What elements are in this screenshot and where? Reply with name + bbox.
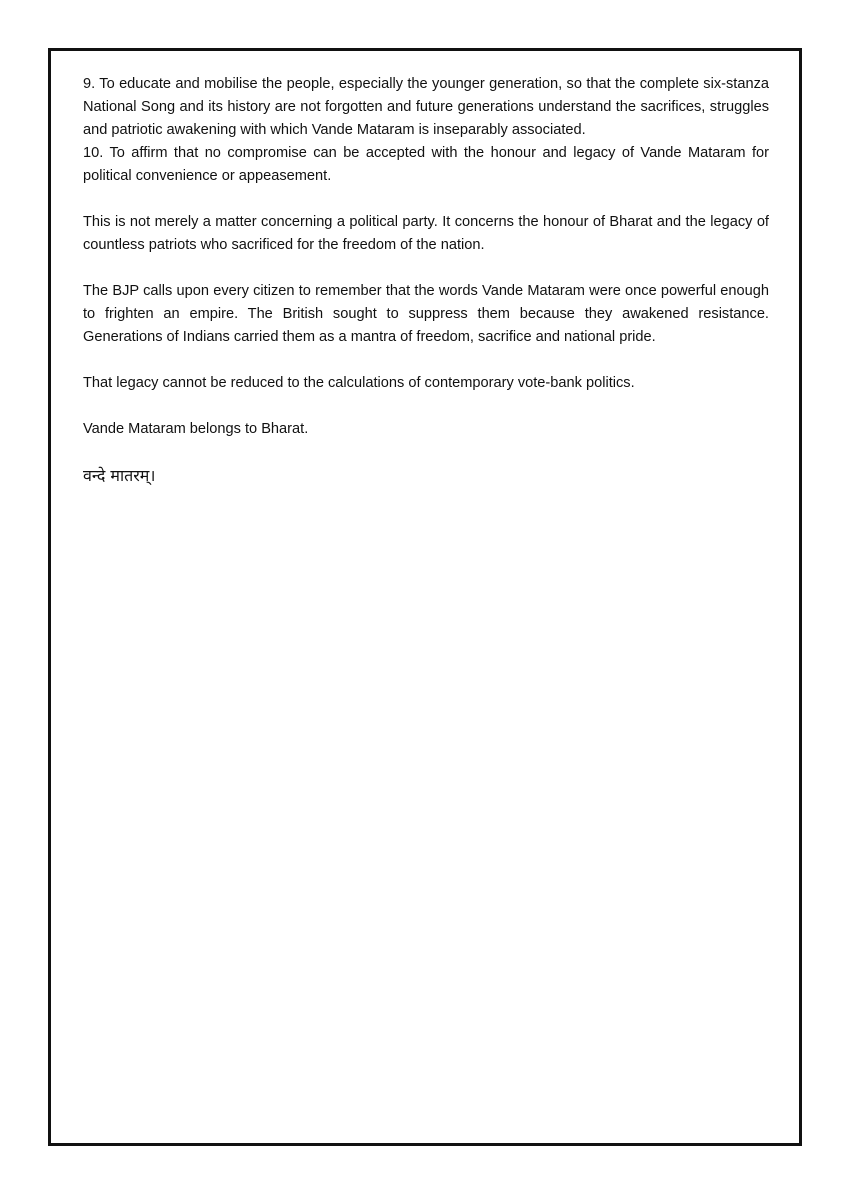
point-10: 10. To affirm that no compromise can be accepted with the honour and legacy of Vande Mataram for political convenience or appeasement.	[83, 145, 769, 184]
paragraph-spacer	[83, 188, 769, 211]
closing-salutation: वन्दे मातरम्।	[83, 466, 156, 485]
paragraph-spacer	[83, 349, 769, 372]
document-body	[83, 73, 769, 488]
paragraph-legacy: That legacy cannot be reduced to the calculations of contemporary vote-bank politics.	[83, 375, 635, 391]
paragraph-spacer	[83, 257, 769, 280]
paragraph-spacer	[83, 395, 769, 418]
page-frame	[48, 48, 802, 1146]
paragraph-honour: This is not merely a matter concerning a political party. It concerns the honour of Bharat and the legacy of countless patriots who sacrificed for the freedom of the nation.	[83, 214, 769, 253]
point-9: 9. To educate and mobilise the people, especially the younger generation, so that the complete six-stanza National Song and its history are not forgotten and future generations understand the sacrifices, struggles and patriotic awakening with which Vande Mataram is inseparably associated.	[83, 76, 769, 138]
paragraph-belongs: Vande Mataram belongs to Bharat.	[83, 421, 309, 437]
paragraph-spacer	[83, 441, 769, 464]
paragraph-bjp-call: The BJP calls upon every citizen to remember that the words Vande Mataram were once powerful enough to frighten an empire. The British sought to suppress them because they awakened resistance. Generations of Indians carried them as a mantra of freedom, sacrifice and national pride.	[83, 283, 769, 345]
